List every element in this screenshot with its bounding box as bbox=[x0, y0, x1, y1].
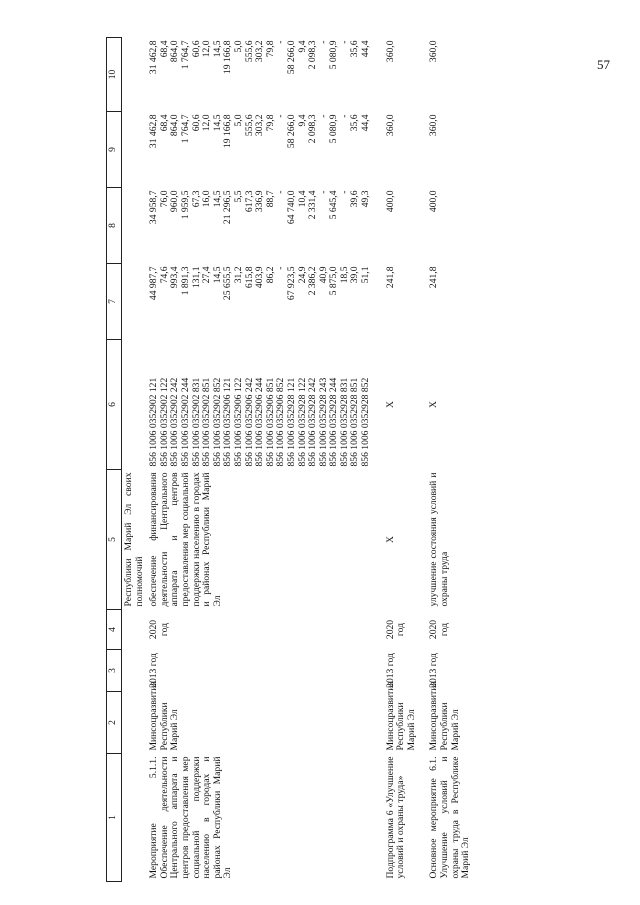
cell-executor: Минсоцразвития Республики Марий Эл bbox=[148, 681, 181, 751]
cell-result: улучшение состояния условий и охраны труда bbox=[428, 472, 451, 607]
cell-value-7 bbox=[419, 264, 473, 340]
cell-end-year: 2020 год bbox=[384, 619, 407, 640]
cell-line: 856 1006 0352928 851 bbox=[349, 377, 361, 467]
cell-line: 856 1006 0352928 121 bbox=[285, 377, 297, 467]
cell-line: 64 740,0 bbox=[285, 190, 297, 225]
cell-line: 14,5 bbox=[211, 40, 223, 58]
header-row bbox=[107, 38, 122, 882]
cell-line: 14,5 bbox=[211, 190, 223, 208]
cell-line: 16,0 bbox=[201, 190, 213, 208]
cell-line: 58 266,0 bbox=[285, 40, 297, 75]
cell-value-9 bbox=[122, 112, 148, 188]
cell-line: 39,6 bbox=[349, 190, 361, 208]
cell-result: X bbox=[384, 536, 396, 543]
cell-value-8 bbox=[419, 188, 473, 264]
cell-line: 27,4 bbox=[201, 266, 213, 284]
header-cell: 3 bbox=[107, 650, 122, 692]
cell-line: - bbox=[275, 266, 287, 270]
cell-line: 1 891,3 bbox=[179, 266, 191, 296]
cell-line: 856 1006 0352928 831 bbox=[338, 377, 350, 467]
cell-line: 40,9 bbox=[317, 266, 329, 284]
cell-name: Мероприятие 5.1.1. Обеспечение деятельности Центрального аппарата и центров предоставления мер социальной поддержки населению в городах и районах Республики Марий Эл bbox=[148, 756, 234, 879]
cell-line: 864,0 bbox=[169, 40, 181, 63]
cell-line: 34 958,7 bbox=[148, 190, 160, 225]
header-cell: 6 bbox=[107, 340, 122, 470]
cell-line: 856 1006 0352906 121 bbox=[222, 377, 234, 467]
cell-line: X bbox=[384, 401, 396, 408]
cell-line: 856 1006 0352928 852 bbox=[360, 377, 372, 467]
header-cell: 10 bbox=[107, 38, 122, 112]
cell-line: 856 1006 0352902 852 bbox=[211, 377, 223, 467]
cell-line: - bbox=[317, 190, 329, 194]
cell-line: 9,4 bbox=[296, 114, 308, 127]
cell-value-10 bbox=[419, 38, 473, 112]
cell-line: 993,4 bbox=[169, 266, 181, 289]
cell-line: 31 462,8 bbox=[148, 114, 160, 149]
cell-line: - bbox=[317, 114, 329, 118]
cell-line: 21 296,5 bbox=[222, 190, 234, 225]
cell-line: 39,0 bbox=[349, 266, 361, 284]
page-number: 57 bbox=[597, 57, 610, 72]
cell-line: 856 1006 0352902 242 bbox=[169, 377, 181, 467]
cell-start-year bbox=[122, 650, 148, 692]
header-cell: 5 bbox=[107, 470, 122, 610]
cell-name: Основное мероприятие 6.1. Улучшение условий и охраны труда в Республике Марий Эл bbox=[428, 756, 472, 879]
cell-line: 67,3 bbox=[190, 190, 202, 208]
table-row bbox=[374, 38, 420, 882]
cell-line: 856 1006 0352906 122 bbox=[232, 377, 244, 467]
cell-line: 1 764,7 bbox=[179, 114, 191, 144]
cell-line: 1 959,5 bbox=[179, 190, 191, 220]
header-cell: 4 bbox=[107, 610, 122, 650]
cell-line: 31,2 bbox=[232, 266, 244, 284]
cell-line: 12,0 bbox=[201, 114, 213, 132]
cell-line: 58 266,0 bbox=[285, 114, 297, 149]
cell-line: 2 098,3 bbox=[307, 114, 319, 144]
cell-line: 68,4 bbox=[158, 40, 170, 58]
cell-line: 856 1006 0352906 852 bbox=[275, 377, 287, 467]
cell-line: 5 080,9 bbox=[328, 40, 340, 70]
cell-line: 19 166,8 bbox=[222, 40, 234, 75]
cell-line: 86,2 bbox=[264, 266, 276, 284]
cell-line: 856 1006 0352928 242 bbox=[307, 377, 319, 467]
cell-line: 856 1006 0352902 244 bbox=[179, 377, 191, 467]
cell-value-8 bbox=[122, 188, 148, 264]
cell-line: 79,8 bbox=[264, 40, 276, 58]
table-row bbox=[419, 38, 473, 882]
cell-line: 68,4 bbox=[158, 114, 170, 132]
cell-line: 51,1 bbox=[360, 266, 372, 284]
cell-line: 241,8 bbox=[384, 266, 396, 289]
header-cell: 1 bbox=[107, 754, 122, 882]
cell-line: - bbox=[317, 40, 329, 44]
cell-line: 44,4 bbox=[360, 114, 372, 132]
cell-line: 555,6 bbox=[243, 114, 255, 137]
cell-value-9 bbox=[419, 112, 473, 188]
rotated-table-block bbox=[106, 38, 536, 882]
cell-line: 31 462,8 bbox=[148, 40, 160, 75]
cell-name bbox=[122, 754, 148, 882]
cell-line: 403,9 bbox=[254, 266, 266, 289]
cell-line: 10,4 bbox=[296, 190, 308, 208]
cell-line: 79,8 bbox=[264, 114, 276, 132]
cell-line: 5 875,0 bbox=[328, 266, 340, 296]
cell-value-8 bbox=[374, 188, 420, 264]
cell-line: 74,6 bbox=[158, 266, 170, 284]
cell-line: - bbox=[338, 40, 350, 44]
cell-line: 856 1006 0352906 242 bbox=[243, 377, 255, 467]
cell-line: 60,6 bbox=[190, 40, 202, 58]
cell-line: 5,5 bbox=[232, 190, 244, 203]
cell-line: 12,0 bbox=[201, 40, 213, 58]
cell-line: 615,8 bbox=[243, 266, 255, 289]
cell-line: - bbox=[275, 114, 287, 118]
cell-line: 14,5 bbox=[211, 114, 223, 132]
cell-line: 856 1006 0352906 851 bbox=[264, 377, 276, 467]
cell-line: 360,0 bbox=[384, 114, 396, 137]
cell-line: 14,5 bbox=[211, 266, 223, 284]
cell-line: 960,0 bbox=[169, 190, 181, 213]
cell-line: 44,4 bbox=[360, 40, 372, 58]
cell-line: 856 1006 0352906 244 bbox=[254, 377, 266, 467]
cell-end-year: 2020 год bbox=[428, 619, 451, 640]
cell-line: 303,2 bbox=[254, 114, 266, 137]
cell-line: 400,0 bbox=[384, 190, 396, 213]
cell-start-year: 2013 год bbox=[148, 653, 160, 688]
cell-line: 5,0 bbox=[232, 114, 244, 127]
cell-line: 856 1006 0352902 831 bbox=[190, 377, 202, 467]
cell-executor bbox=[122, 692, 148, 754]
cell-kbk bbox=[147, 340, 373, 470]
table-row bbox=[122, 38, 148, 882]
cell-line: 856 1006 0352928 244 bbox=[328, 377, 340, 467]
cell-line: 25 655,5 bbox=[222, 266, 234, 301]
cell-line: 67 923,5 bbox=[285, 266, 297, 301]
cell-line: 336,9 bbox=[254, 190, 266, 213]
header-cell: 7 bbox=[107, 264, 122, 340]
cell-line: 5 080,9 bbox=[328, 114, 340, 144]
cell-value-8 bbox=[147, 188, 373, 264]
cell-line: 856 1006 0352928 122 bbox=[296, 377, 308, 467]
cell-result: обеспечение финансирования деятельности Центрального аппарата и центров предоставления мер социальной поддержки населению в городах и районах Республики Марий Эл bbox=[148, 472, 223, 607]
cell-line: 856 1006 0352928 243 bbox=[317, 377, 329, 467]
cell-line: 864,0 bbox=[169, 114, 181, 137]
cell-line: 24,9 bbox=[296, 266, 308, 284]
cell-line: 400,0 bbox=[428, 190, 440, 213]
cell-line: 19 166,8 bbox=[222, 114, 234, 149]
cell-line: 360,0 bbox=[428, 40, 440, 63]
cell-line: 131,1 bbox=[190, 266, 202, 289]
cell-line: 617,3 bbox=[243, 190, 255, 213]
cell-start-year: 2013 год bbox=[384, 653, 396, 688]
cell-line: 1 764,7 bbox=[179, 40, 191, 70]
cell-line: - bbox=[338, 190, 350, 194]
cell-line: 49,3 bbox=[360, 190, 372, 208]
cell-value-10 bbox=[122, 38, 148, 112]
table-row bbox=[147, 38, 373, 882]
cell-line: 44 987,7 bbox=[148, 266, 160, 301]
cell-value-7 bbox=[374, 264, 420, 340]
cell-kbk bbox=[419, 340, 473, 470]
cell-line: 241,8 bbox=[428, 266, 440, 289]
cell-line: 35,6 bbox=[349, 114, 361, 132]
cell-line: 555,6 bbox=[243, 40, 255, 63]
cell-value-9 bbox=[374, 112, 420, 188]
cell-result: Республики Марий Эл своих полномочий bbox=[122, 470, 148, 610]
cell-line: 856 1006 0352902 122 bbox=[158, 377, 170, 467]
cell-kbk bbox=[122, 340, 148, 470]
cell-kbk bbox=[374, 340, 420, 470]
cell-value-9 bbox=[147, 112, 373, 188]
cell-line: 35,6 bbox=[349, 40, 361, 58]
cell-line: X bbox=[428, 401, 440, 408]
cell-line: 60,6 bbox=[190, 114, 202, 132]
cell-line: 76,0 bbox=[158, 190, 170, 208]
cell-line: 2 098,3 bbox=[307, 40, 319, 70]
cell-line: - bbox=[275, 40, 287, 44]
cell-line: 5 645,4 bbox=[328, 190, 340, 220]
cell-line: 9,4 bbox=[296, 40, 308, 53]
cell-line: 856 1006 0352902 121 bbox=[148, 377, 160, 467]
cell-line: - bbox=[338, 114, 350, 118]
cell-executor: Минсоцразвития Республики Марий Эл bbox=[428, 681, 461, 751]
header-cell: 8 bbox=[107, 188, 122, 264]
cell-name: Подпрограмма 6 «Улучшение условий и охраны труда» bbox=[384, 756, 407, 879]
cell-line: 303,2 bbox=[254, 40, 266, 63]
cell-end-year bbox=[122, 610, 148, 650]
cell-value-7 bbox=[122, 264, 148, 340]
cell-line: 88,7 bbox=[264, 190, 276, 208]
cell-line: 856 1006 0352902 851 bbox=[201, 377, 213, 467]
program-table bbox=[106, 37, 474, 882]
cell-line: - bbox=[275, 190, 287, 194]
cell-start-year: 2013 год bbox=[428, 653, 440, 688]
cell-line: 5,0 bbox=[232, 40, 244, 53]
header-cell: 2 bbox=[107, 692, 122, 754]
cell-line: 18,5 bbox=[338, 266, 350, 284]
cell-line: 360,0 bbox=[428, 114, 440, 137]
cell-executor: Минсоцразвития Республики Марий Эл bbox=[384, 681, 417, 751]
header-cell: 9 bbox=[107, 112, 122, 188]
cell-value-10 bbox=[374, 38, 420, 112]
cell-line: 360,0 bbox=[384, 40, 396, 63]
cell-value-10 bbox=[147, 38, 373, 112]
cell-line: 2 331,4 bbox=[307, 190, 319, 220]
cell-end-year: 2020 год bbox=[148, 619, 170, 640]
cell-line: 2 386,2 bbox=[307, 266, 319, 296]
cell-value-7 bbox=[147, 264, 373, 340]
